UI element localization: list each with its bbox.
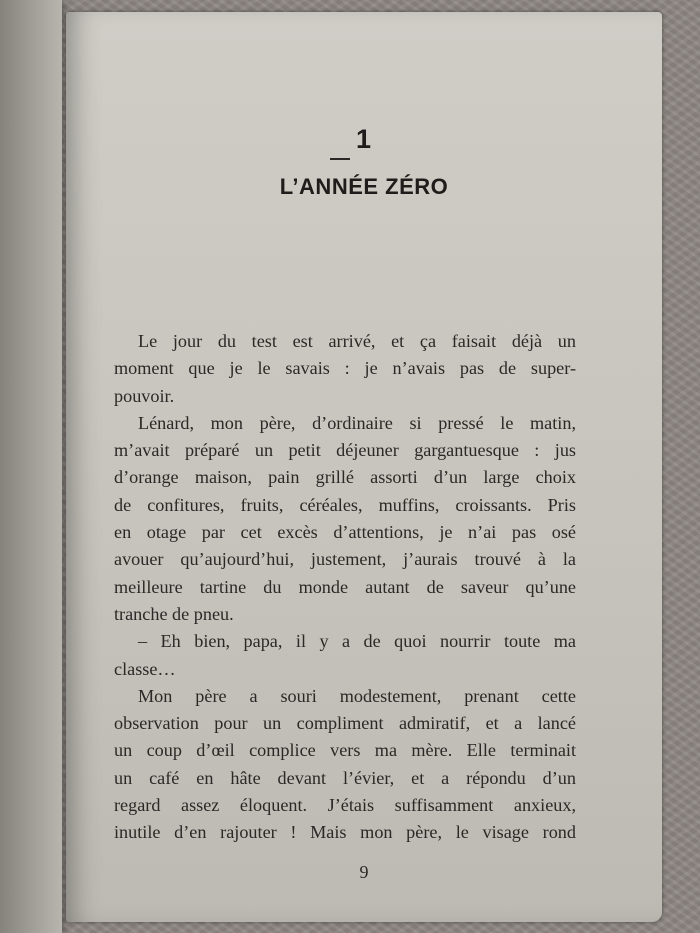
text-line: Le jour du test est arrivé, et ça faisait déjà un — [138, 331, 576, 351]
text-line: un coup d’œil complice vers ma mère. Elle terminait — [114, 740, 576, 761]
text-line: de confitures, fruits, céréales, muffins, croissants. Pris — [114, 494, 576, 515]
text-line: – Eh bien, papa, il y a de quoi nourrir toute ma — [138, 631, 576, 652]
chapter-number-underline — [330, 158, 350, 160]
text-line: inutile d’en rajouter ! Mais mon père, le visage rond — [114, 822, 576, 843]
text-line: Mon père a souri modestement, prenant cette — [138, 685, 576, 706]
text-line: en otage par cet excès d’attentions, je n’ai pas osé — [114, 522, 576, 543]
text-line: moment que je le savais : je n’avais pas de super- — [114, 358, 576, 379]
text-line: pouvoir. — [114, 385, 175, 406]
chapter-title: L’ANNÉE ZÉRO — [279, 174, 449, 199]
page-number: 9 — [359, 862, 369, 882]
text-line: m’avait préparé un petit déjeuner gargantuesque : jus — [114, 440, 576, 461]
text-line: Lénard, mon père, d’ordinaire si pressé le matin, — [138, 412, 576, 433]
book-page — [66, 12, 662, 922]
text-line: d’orange maison, pain grillé assorti d’un large choix — [114, 467, 576, 488]
text-line: regard assez éloquent. J’étais suffisamment anxieux, — [114, 795, 576, 816]
chapter-number: 1 — [355, 124, 373, 154]
text-line: un café en hâte devant l’évier, et a répondu d’un — [114, 767, 576, 788]
text-line: observation pour un compliment admiratif, et a lancé — [114, 713, 576, 734]
chapter-body-text — [114, 328, 576, 847]
text-line: avouer qu’aujourd’hui, justement, j’aurais trouvé à la — [114, 549, 576, 570]
left-page-edge — [0, 0, 62, 933]
text-line: tranche de pneu. — [114, 603, 234, 624]
text-line: classe… — [114, 658, 176, 679]
text-line: meilleure tartine du monde autant de saveur qu’une — [114, 576, 576, 597]
